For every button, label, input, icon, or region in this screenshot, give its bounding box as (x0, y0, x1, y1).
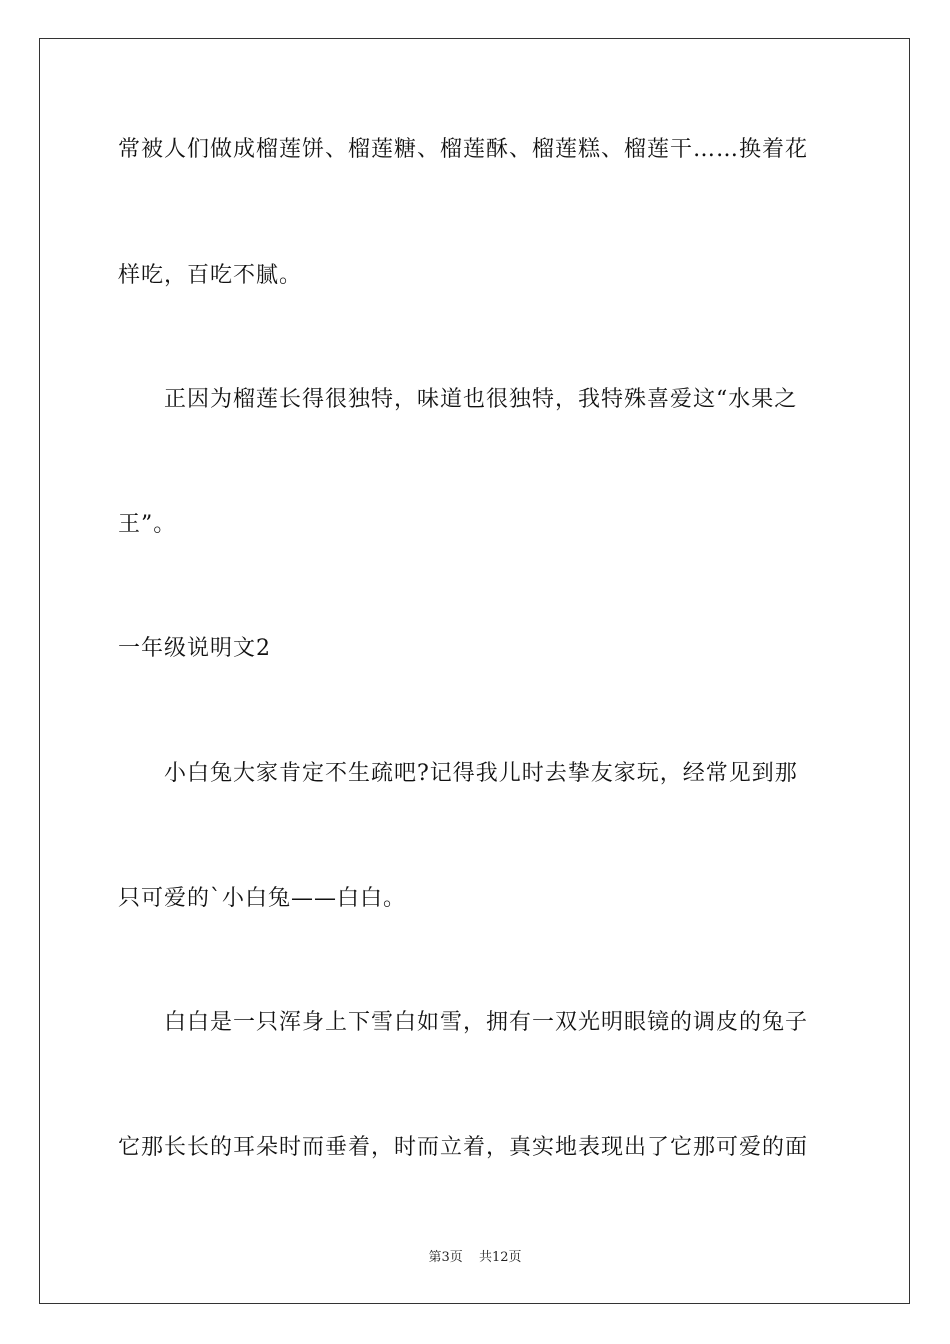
body-text-line: 正因为榴莲长得很独特，味道也很独特，我特殊喜爱这“水果之 (118, 387, 798, 412)
page-footer (0, 1246, 950, 1265)
body-text-line: 小白兔大家肯定不生疏吧?记得我儿时去挚友家玩，经常见到那 (118, 761, 798, 786)
body-text-line: 常被人们做成榴莲饼、榴莲糖、榴莲酥、榴莲糕、榴莲干……换着花 (118, 137, 809, 162)
body-text-line: 它那长长的耳朵时而垂着，时而立着，真实地表现出了它那可爱的面 (118, 1135, 809, 1160)
body-text-line: 白白是一只浑身上下雪白如雪，拥有一双光明眼镜的调皮的兔子 (118, 1010, 809, 1035)
body-text-line: 王”。 (118, 512, 177, 537)
page-border (39, 38, 910, 1304)
body-text-line: 样吃，百吃不腻。 (118, 263, 303, 288)
page-number: 第3页 (428, 1250, 463, 1265)
body-text-line: 只可爱的`小白兔——白白。 (118, 886, 407, 911)
page-total: 共12页 (478, 1250, 522, 1265)
section-heading: 一年级说明文2 (118, 636, 271, 661)
